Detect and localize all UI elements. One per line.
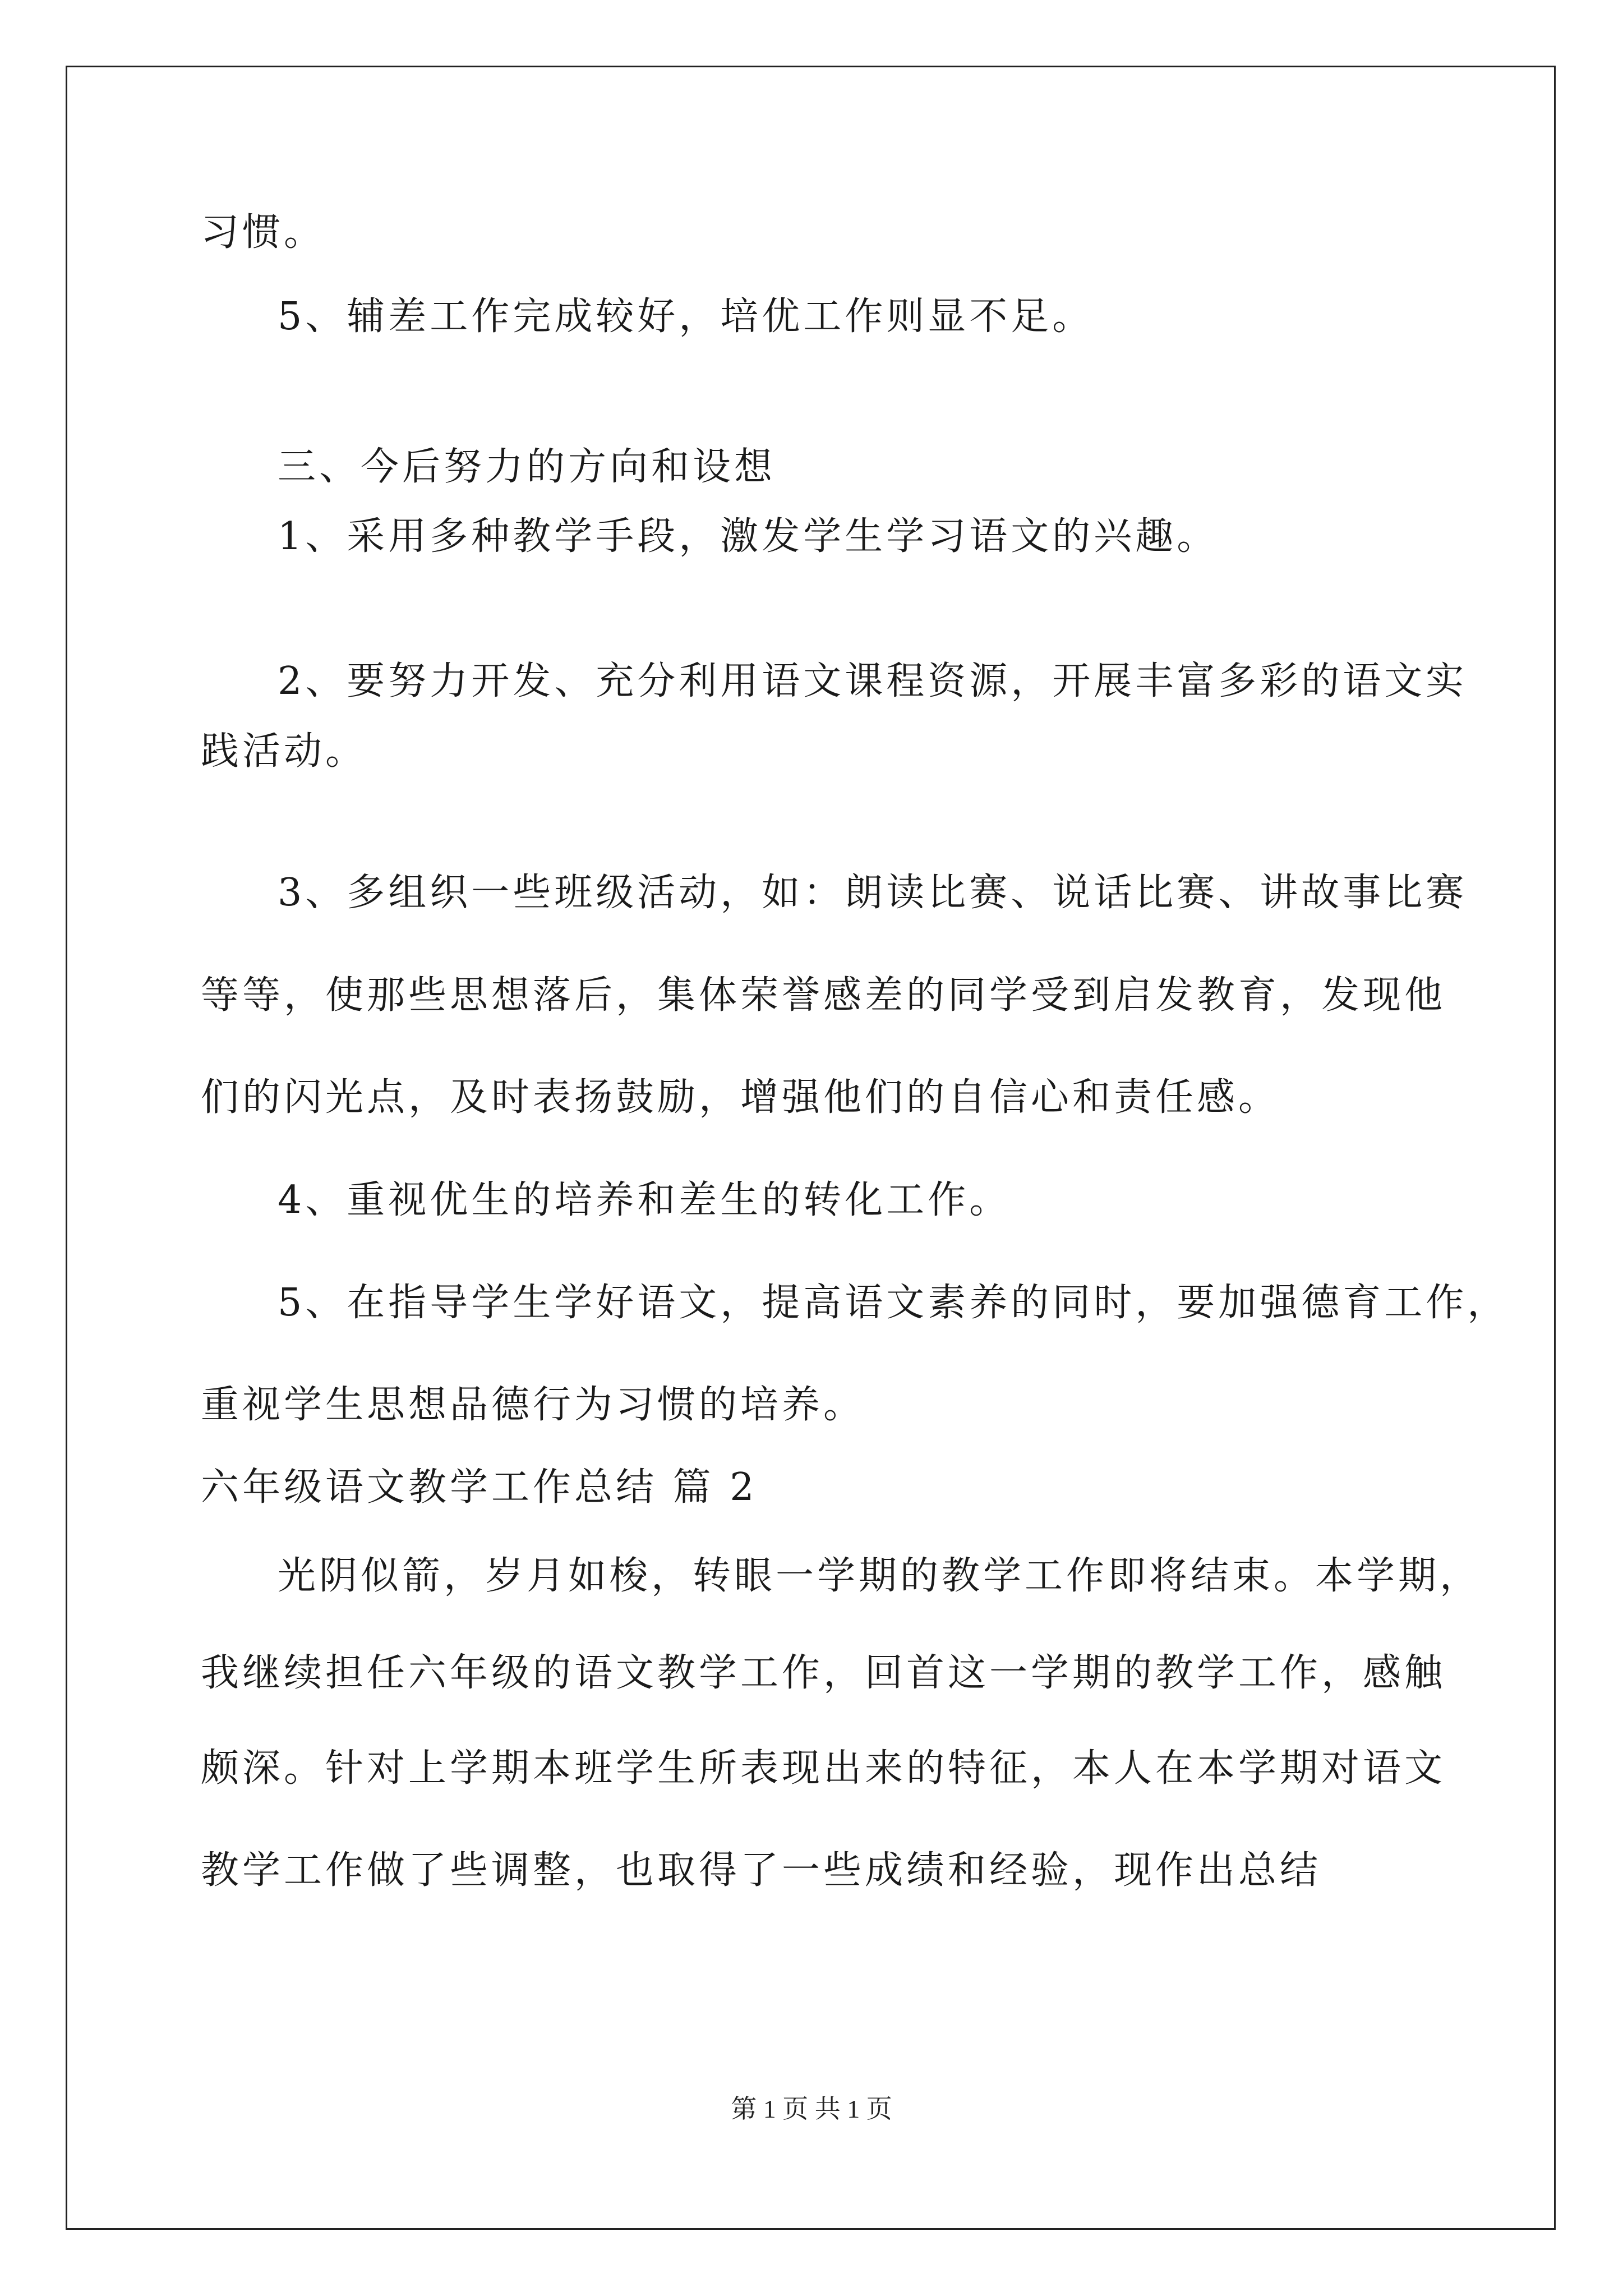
paragraph-line: 践活动。	[201, 729, 367, 774]
paragraph-line: 我继续担任六年级的语文教学工作，回首这一学期的教学工作，感触	[201, 1651, 1446, 1695]
paragraph-line: 光阴似箭，岁月如梭，转眼一学期的教学工作即将结束。本学期，	[278, 1554, 1482, 1598]
paragraph-line: 4、重视优生的培养和差生的转化工作。	[278, 1178, 1011, 1222]
paragraph-line: 颇深。针对上学期本班学生所表现出来的特征，本人在本学期对语文	[201, 1746, 1446, 1791]
paragraph-line: 教学工作做了些调整，也取得了一些成绩和经验，现作出总结	[201, 1848, 1322, 1893]
paragraph-line: 2、要努力开发、充分利用语文课程资源，开展丰富多彩的语文实	[278, 659, 1468, 703]
page-footer: 第 1 页 共 1 页	[731, 2095, 892, 2123]
section-heading: 三、今后努力的方向和设想	[278, 445, 776, 489]
paragraph-line: 习惯。	[201, 210, 326, 255]
paragraph-line: 5、在指导学生学好语文，提高语文素养的同时，要加强德育工作，	[278, 1281, 1509, 1325]
paragraph-line: 们的闪光点，及时表扬鼓励，增强他们的自信心和责任感。	[201, 1075, 1280, 1120]
paragraph-line: 5、辅差工作完成较好，培优工作则显不足。	[278, 295, 1094, 339]
paragraph-line: 等等，使那些思想落后，集体荣誉感差的同学受到启发教育，发现他	[201, 973, 1446, 1018]
page-border	[66, 66, 1556, 2230]
article-title: 六年级语文教学工作总结 篇 2	[201, 1465, 758, 1510]
paragraph-line: 重视学生思想品德行为习惯的培养。	[201, 1383, 865, 1427]
paragraph-line: 1、采用多种教学手段，激发学生学习语文的兴趣。	[278, 514, 1219, 559]
paragraph-line: 3、多组织一些班级活动，如：朗读比赛、说话比赛、讲故事比赛	[278, 871, 1468, 915]
